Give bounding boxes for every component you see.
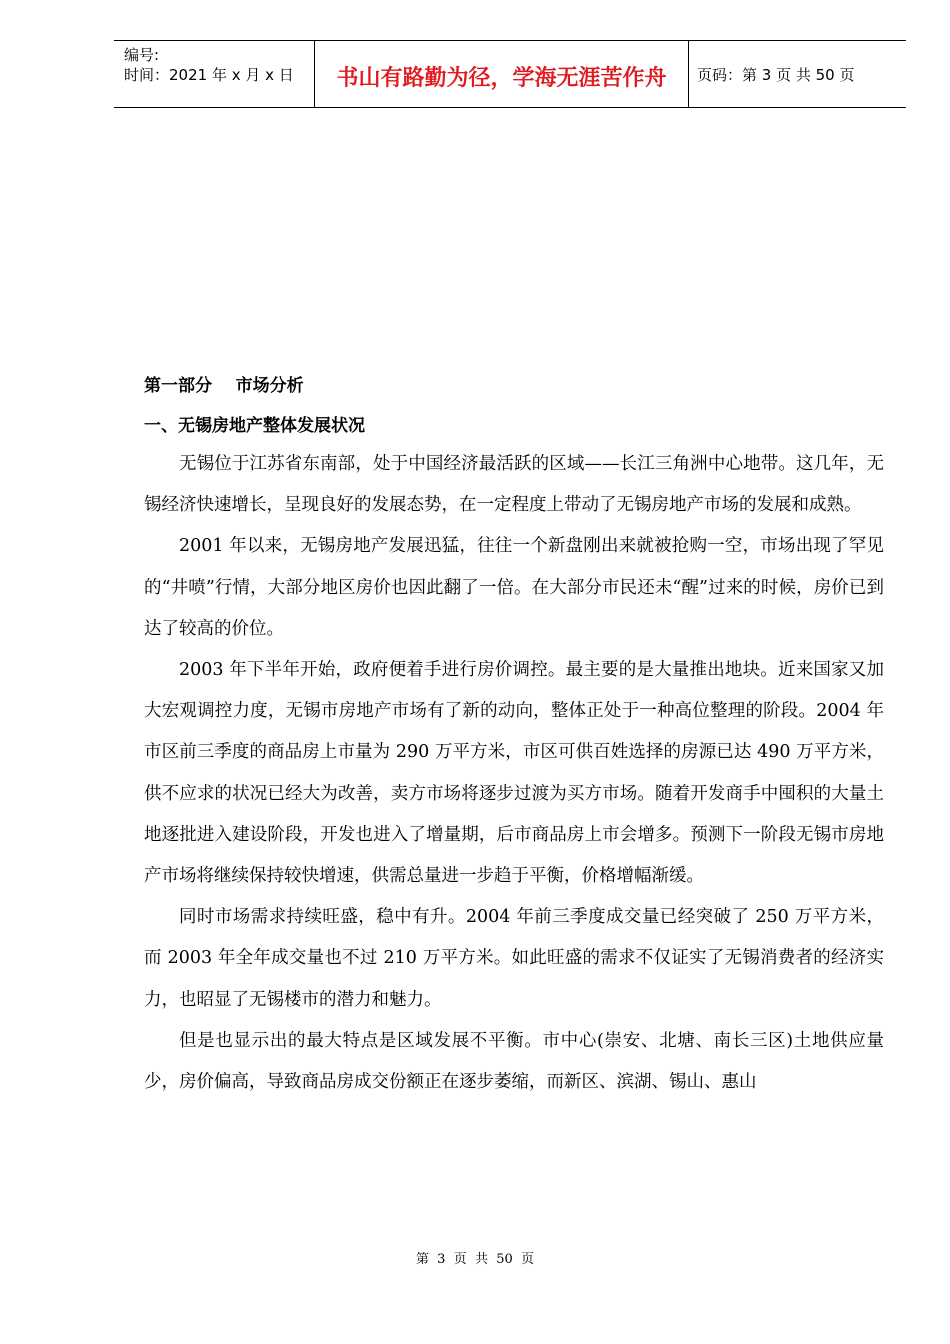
part-title: 第一部分 市场分析 [144,376,304,396]
document-number-label: 编号: [124,46,160,64]
header-meta-cell [114,41,315,107]
paragraph: 但是也显示出的最大特点是区域发展不平衡。市中心(崇安、北塘、南长三区)土地供应量少，房价偏高，导致商品房成交份额正在逐步萎缩，而新区、滨湖、锡山、惠山 [144,1030,884,1093]
paragraph: 2001 年以来，无锡房地产发展迅猛，往往一个新盘刚出来就被抢购一空，市场出现了罕见的“井喷”行情，大部分地区房价也因此翻了一倍。在大部分市民还未“醒”过来的时候，房价已到达了较高的价位。 [144,536,884,639]
header-page-info: 页码：第 3 页 共 50 页 [697,65,855,84]
paragraph: 无锡位于江苏省东南部，处于中国经济最活跃的区域——长江三角洲中心地带。这几年，无锡经济快速增长，呈现良好的发展态势，在一定程度上带动了无锡房地产市场的发展和成熟。 [144,454,884,516]
paragraph: 2003 年下半年开始，政府便着手进行房价调控。最主要的是大量推出地块。近来国家又加大宏观调控力度，无锡市房地产市场有了新的动向，整体正处于一种高位整理的阶段。2004 年市区前三季度的商品房上市量为 290 万平方米，市区可供百姓选择的房源已达 490 万平方米，供不应求的状况已经大为改善，卖方市场将逐步过渡为买方市场。随着开发商手中囤积的大量土地逐批进入建设阶段，开发也进入了增量期，后市商品房上市会增多。预测下一阶段无锡市房地产市场将继续保持较快增速，供需总量进一步趋于平衡，价格增幅渐缓。 [144,660,884,887]
document-header [114,40,906,108]
document-body [144,372,884,1103]
paragraph: 同时市场需求持续旺盛，稳中有升。2004 年前三季度成交量已经突破了 250 万平方米，而 2003 年全年成交量也不过 210 万平方米。如此旺盛的需求不仅证实了无锡消费者的经济实力，也昭显了无锡楼市的潜力和魅力。 [144,907,884,1010]
section-title: 一、无锡房地产整体发展状况 [144,416,365,436]
header-motto: 书山有路勤为径，学海无涯苦作舟 [315,41,689,107]
document-time-label: 时间：2021 年 x 月 x 日 [124,66,294,84]
page-footer: 第 3 页 共 50 页 [415,1252,535,1267]
